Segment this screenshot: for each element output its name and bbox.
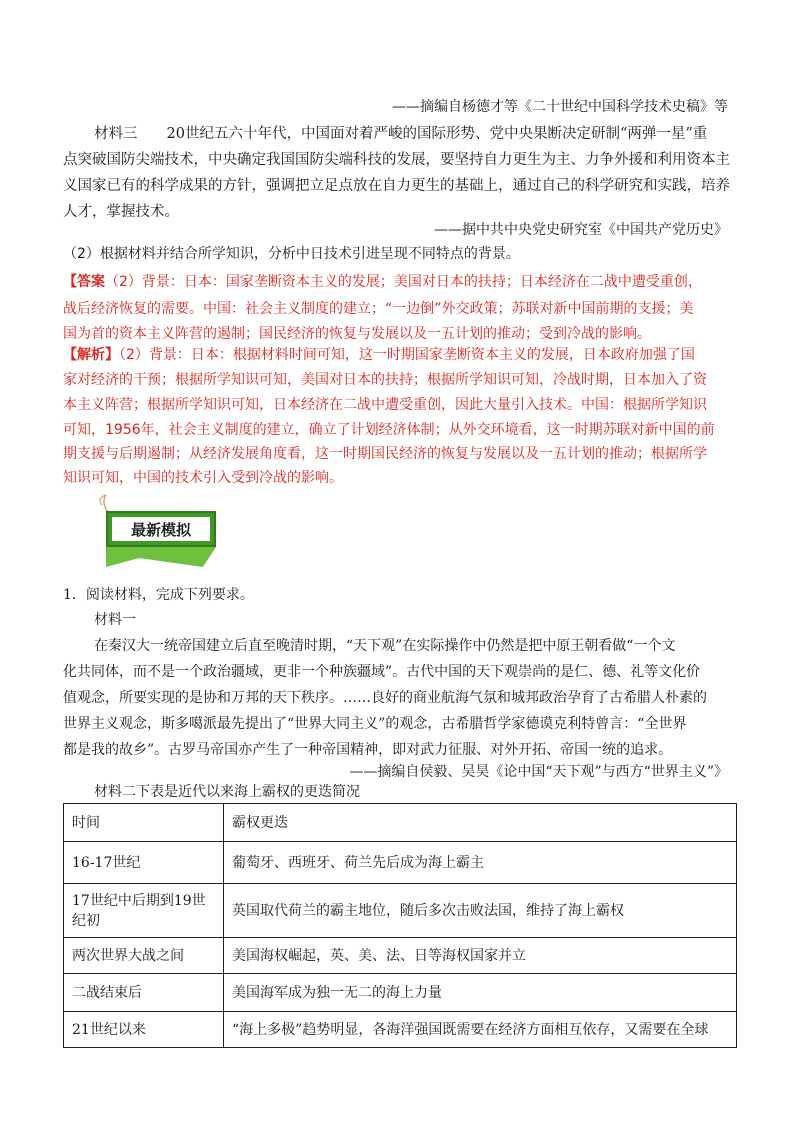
- material1-title: 材料一: [94, 612, 136, 628]
- section-banner: [92, 493, 232, 583]
- answer-line-2: 战后经济恢复的需要。中国：社会主义制度的建立；“一边倒”外交政策；苏联对新中国前期的支援；美: [63, 301, 694, 317]
- material3-line-4: 人才，掌握技术。: [63, 204, 179, 220]
- table-cell-time-line1: 17世纪中后期到19世: [72, 892, 206, 909]
- table-header-event: 霸权更迭: [224, 804, 737, 842]
- analysis-text-1: （2）背景：日本：根据材料时间可知，这一时期国家垄断资本主义的发展，日本政府加强了国: [119, 347, 695, 363]
- table-cell-event: 葡萄牙、西班牙、荷兰先后成为海上霸主: [224, 842, 737, 884]
- table-cell-time: 21世纪以来: [64, 1012, 224, 1048]
- source-citation-1: ——摘编自杨德才等《二十世纪中国科学技术史稿》等: [392, 99, 728, 115]
- table-cell-time: 16-17世纪: [64, 842, 224, 884]
- table-header-row: [64, 804, 737, 842]
- banner-ribbon: [106, 547, 216, 567]
- material1-line-5: 都是我的故乡”。古罗马帝国亦产生了一种帝国精神，即对武力征服、对外开拓、帝国一统的追求。: [63, 742, 673, 758]
- table-row: [64, 1012, 737, 1048]
- table-row: [64, 974, 737, 1012]
- table-cell-time-line2: 纪初: [72, 912, 100, 929]
- material3-line-3: 义国家已有的科学成果的方针，强调把立足点放在自力更生的基础上，通过自己的科学研究和实践，培养: [63, 178, 730, 194]
- table-row: [64, 938, 737, 974]
- source-citation-2: ——据中共中央党史研究室《中国共产党历史》: [434, 222, 728, 238]
- material2-intro: 材料二下表是近代以来海上霸权的更迭简况: [94, 784, 360, 800]
- material1-line-4: 世界主义观念，斯多噶派最先提出了“世界大同主义”的观念，古希腊哲学家德谟克利特曾言：“全世界: [63, 716, 687, 732]
- table-row: [64, 842, 737, 884]
- analysis-line-6: 知识可知，中国的技术引入受到冷战的影响。: [63, 470, 343, 486]
- answer-text-1: （2）背景：日本：国家垄断资本主义的发展；美国对日本的扶持；日本经济在二战中遭受重创，: [105, 274, 702, 290]
- analysis-label: 【解析】: [63, 347, 119, 363]
- table-cell-time: 二战结束后: [64, 974, 224, 1012]
- table-cell-time: 两次世界大战之间: [64, 938, 224, 974]
- answer-line-1: [63, 272, 702, 292]
- table-cell-time: [64, 884, 224, 938]
- table-cell-event: 美国海权崛起，英、美、法、日等海权国家并立: [224, 938, 737, 974]
- material1-line-1: 在秦汉大一统帝国建立后直至晚清时期，“天下观”在实际操作中仍然是把中原王朝看做“一个文: [94, 638, 676, 654]
- banner-tab: [106, 511, 216, 547]
- analysis-line-3: 本主义阵营；根据所学知识可知，日本经济在二战中遭受重创，因此大量引入技术。中国：根据所学知识: [63, 397, 707, 413]
- material1-line-3: 值观念，所要实现的是协和万邦的天下秩序。……良好的商业航海气氛和城邦政治孕育了古希腊人朴素的: [63, 690, 707, 706]
- table-row: [64, 884, 737, 938]
- answer-line-3: 国为首的资本主义阵营的遏制；国民经济的恢复与发展以及一五计划的推动；受到冷战的影响。: [63, 326, 651, 342]
- analysis-line-1: [63, 345, 695, 365]
- answer-label: 【答案: [63, 274, 105, 290]
- material1-source: ——摘编自侯毅、吴昊《论中国“天下观”与西方“世界主义”》: [349, 764, 728, 780]
- table-cell-event: “海上多极”趋势明显，各海洋强国既需要在经济方面相互依存，又需要在全球: [224, 1012, 737, 1048]
- table-cell-event: 英国取代荷兰的霸主地位，随后多次击败法国，维持了海上霸权: [224, 884, 737, 938]
- analysis-line-2: 家对经济的干预；根据所学知识可知，美国对日本的扶持；根据所学知识可知，冷战时期，日本加入了资: [63, 372, 707, 388]
- material1-line-2: 化共同体，而不是一个政治疆域，更非一个种族疆域”。古代中国的天下观崇尚的是仁、德、礼等文化价: [63, 664, 701, 680]
- question-2: （2）根据材料并结合所学知识，分析中日技术引进呈现不同特点的背景。: [63, 246, 520, 262]
- table-cell-event: 美国海军成为独一无二的海上力量: [224, 974, 737, 1012]
- hegemony-table: [63, 803, 737, 1048]
- question-1-prompt: 1．阅读材料，完成下列要求。: [63, 587, 254, 603]
- analysis-line-4: 可知，1956年，社会主义制度的建立，确立了计划经济体制；从外交环境看，这一时期苏联对新中国的前: [63, 422, 715, 438]
- material3-line-1: 材料三 20世纪五六十年代，中国面对着严峻的国际形势、党中央果断决定研制“两弹一星”重: [94, 126, 708, 142]
- banner-title: 最新模拟: [112, 517, 210, 541]
- analysis-line-5: 期支援与后期遏制；从经济发展角度看，这一时期国民经济的恢复与发展以及一五计划的推动；根据所学: [63, 446, 707, 462]
- table-header-time: 时间: [64, 804, 224, 842]
- material3-line-2: 点突破国防尖端技术，中央确定我国国防尖端科技的发展，要坚持自力更生为主、力争外援和利用资本主: [63, 152, 730, 168]
